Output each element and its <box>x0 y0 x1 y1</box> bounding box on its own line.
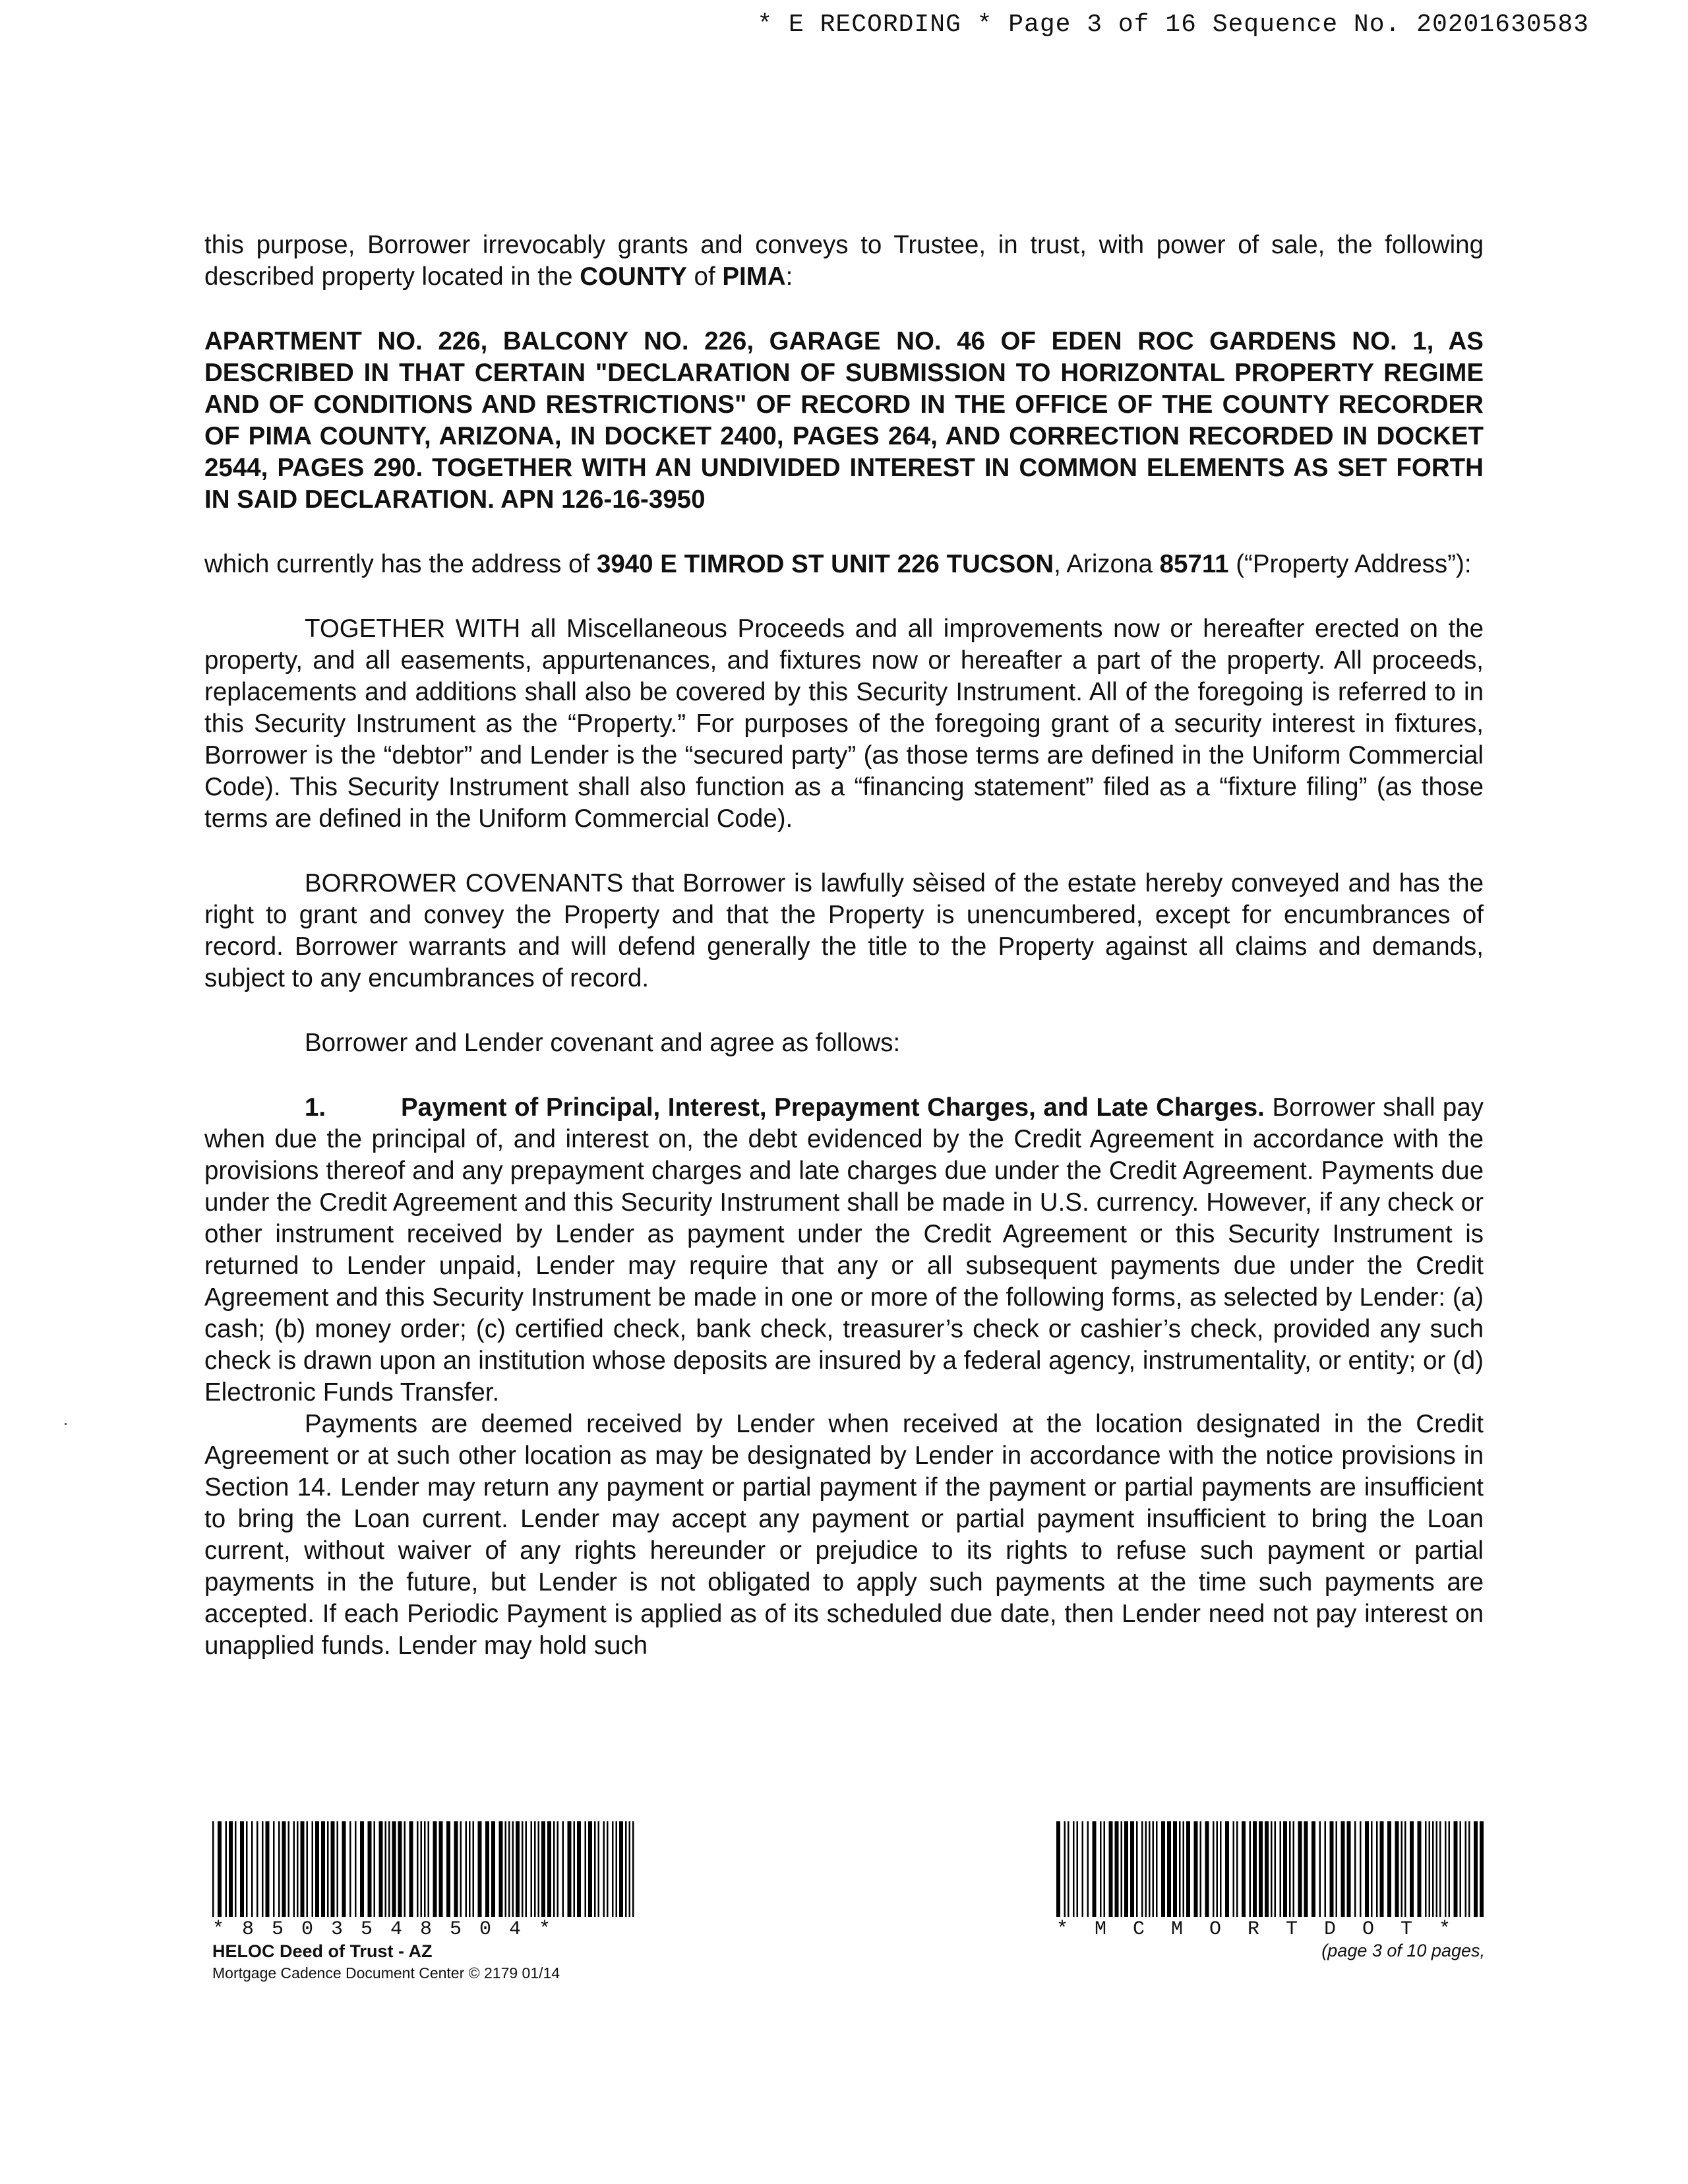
section-heading: Payment of Principal, Interest, Prepayment Charges, and Late Charges. <box>401 1093 1265 1122</box>
address-paragraph <box>204 549 1484 580</box>
barcode-bar <box>629 1821 631 1917</box>
barcode-bar <box>337 1821 339 1917</box>
barcode-bar <box>632 1821 634 1917</box>
barcode-bar <box>229 1821 233 1917</box>
barcode-bar <box>485 1821 489 1917</box>
barcode-bar <box>1395 1821 1399 1917</box>
barcode-bar <box>1242 1821 1246 1917</box>
barcode-bar <box>288 1821 290 1917</box>
barcode-bar <box>1082 1821 1084 1917</box>
barcode-bar <box>282 1821 286 1917</box>
section-body: Borrower shall pay when due the principal of, and interest on, the debt evidenced by the Credit Agreement in accordance with the provisions thereof and any prepayment charges and late charges due under the Credit Agreement. Payments due under the Credit Agreement and this Security Instrument shall be made in U.S. currency. However, if any check or other instrument received by Lender as payment under the Credit Agreement or this Security Instrument is returned to Lender unpaid, Lender may require that any or all subsequent payments due under the Credit Agreement and this Security Instrument be made in one or more of the following forms, as selected by Lender: (a) cash; (b) money order; (c) certified check, bank check, treasurer’s check or cashier’s check, provided any such check is drawn upon an institution whose deposits are insured by a federal agency, instrumentality, or entity; or (d) Electronic Funds Transfer. <box>204 1093 1484 1407</box>
barcode-bar <box>293 1821 295 1917</box>
barcode-bar <box>1225 1821 1229 1917</box>
intro-paragraph <box>204 229 1484 293</box>
barcode-bar <box>1376 1821 1378 1917</box>
barcode-bar <box>1347 1821 1351 1917</box>
barcode-bar <box>1109 1821 1113 1917</box>
barcode-bar <box>541 1821 545 1917</box>
barcode-bar <box>1365 1821 1369 1917</box>
barcode-bar <box>398 1821 402 1917</box>
barcode-bar <box>1156 1821 1158 1917</box>
barcode-bar <box>491 1821 495 1917</box>
barcode-bar <box>235 1821 237 1917</box>
barcode-bar <box>273 1821 275 1917</box>
address-intro: which currently has the address of <box>204 550 597 578</box>
barcode-bar <box>388 1821 390 1917</box>
barcode-bar <box>1173 1821 1177 1917</box>
barcode-bar <box>454 1821 458 1917</box>
barcode-bar <box>1330 1821 1334 1917</box>
barcode-bar <box>1064 1821 1066 1917</box>
barcode-bar <box>278 1821 280 1917</box>
barcode-bar <box>1480 1821 1484 1917</box>
barcode-bar <box>1161 1821 1165 1917</box>
barcode-bar <box>1217 1821 1219 1917</box>
barcode-bar <box>218 1821 222 1917</box>
barcode-bar <box>240 1821 244 1917</box>
footer-right <box>1056 1821 1485 1960</box>
barcode-bar <box>1429 1821 1431 1917</box>
barcode-bar <box>612 1821 614 1917</box>
barcode-bar <box>562 1821 564 1917</box>
barcode-bar <box>1354 1821 1356 1917</box>
barcode-bar <box>1220 1821 1222 1917</box>
barcode-bar <box>331 1821 335 1917</box>
barcode-bar <box>246 1821 248 1917</box>
barcode-bar <box>1336 1821 1338 1917</box>
barcode-bar <box>1145 1821 1147 1917</box>
barcode-bar <box>374 1821 376 1917</box>
barcode-bar <box>368 1821 372 1917</box>
county-name: PIMA <box>722 262 786 291</box>
barcode-bar <box>1271 1821 1273 1917</box>
intro-of: of <box>686 262 723 291</box>
barcode-bar <box>1179 1821 1181 1917</box>
barcode-bar <box>1136 1821 1138 1917</box>
barcode-bar <box>1130 1821 1134 1917</box>
property-street: 3940 E TIMROD ST UNIT 226 TUCSON <box>596 550 1054 578</box>
barcode-bar <box>531 1821 533 1917</box>
barcode-bar <box>1304 1821 1308 1917</box>
barcode-bar <box>1449 1821 1451 1917</box>
barcode-bar <box>266 1821 270 1917</box>
barcode-bar <box>1121 1821 1123 1917</box>
barcode-bar <box>1115 1821 1119 1917</box>
barcode-bar <box>1093 1821 1097 1917</box>
barcode-bar <box>538 1821 540 1917</box>
barcode-bar <box>512 1821 514 1917</box>
barcode-bar <box>577 1821 581 1917</box>
barcode-bar <box>1311 1821 1315 1917</box>
barcode-bar <box>433 1821 437 1917</box>
barcode-bar <box>226 1821 227 1917</box>
barcode-bar <box>598 1821 600 1917</box>
barcode-bar <box>1183 1821 1185 1917</box>
barcode-bar <box>1298 1821 1302 1917</box>
barcode-bar <box>251 1821 253 1917</box>
barcode-bar <box>594 1821 596 1917</box>
barcode-bar <box>1439 1821 1441 1917</box>
barcode-bar <box>1100 1821 1102 1917</box>
together-with-paragraph: TOGETHER WITH all Miscellaneous Proceeds and all improvements now or hereafter erected on the property, and all easements, appurtenances, and fixtures now or hereafter a part of the property. All proceeds, replacements and additions shall also be covered by this Security Instrument. All of the foregoing is referred to in this Security Instrument as the “Property.” For purposes of the foregoing grant of a security interest in fixtures, Borrower is the “debtor” and Lender is the “secured party” (as those terms are defined in the Uniform Commercial Code). This Security Instrument shall also function as a “financing statement” filed as a “fixture filing” (as those terms are defined in the Uniform Commercial Code). <box>204 615 1484 833</box>
barcode-bar <box>385 1821 387 1917</box>
section-number: 1. <box>305 1093 326 1122</box>
barcode-bar <box>1104 1821 1106 1917</box>
barcode-bar <box>301 1821 305 1917</box>
barcode-bar <box>616 1821 618 1917</box>
barcode-bar <box>256 1821 258 1917</box>
barcode-bar <box>1077 1821 1079 1917</box>
barcode-bar <box>446 1821 450 1917</box>
barcode-bar <box>342 1821 346 1917</box>
barcode-bar <box>1068 1821 1070 1917</box>
barcode-bar <box>508 1821 510 1917</box>
legal-description: APARTMENT NO. 226, BALCONY NO. 226, GARAGE NO. 46 OF EDEN ROC GARDENS NO. 1, AS DESCRIBED IN THAT CERTAIN "DECLARATION OF SUBMISSION TO HORIZONTAL PROPERTY REGIME AND OF CONDITIONS AND RESTRICTIONS" OF RECORD IN THE OFFICE OF THE COUNTY RECORDER OF PIMA COUNTY, ARIZONA, IN DOCKET 2400, PAGES 264, AND CORRECTION RECORDED IN DOCKET 2544, PAGES 290. TOGETHER WITH AN UNDIVIDED INTEREST IN COMMON ELEMENTS AS SET FORTH IN SAID DECLARATION. APN 126-16-3950 <box>204 327 1484 514</box>
barcode-bar <box>379 1821 383 1917</box>
barcode-bar <box>553 1821 555 1917</box>
intro-colon: : <box>785 262 793 291</box>
barcode-bar <box>478 1821 482 1917</box>
barcode-bar <box>574 1821 576 1917</box>
barcode-bar <box>1236 1821 1238 1917</box>
barcode-right-text: *MCMORTDOT* <box>1056 1918 1478 1941</box>
barcode-bar <box>1410 1821 1414 1917</box>
barcode-bar <box>1468 1821 1470 1917</box>
barcode-bar <box>607 1821 609 1917</box>
borrower-covenants-paragraph: BORROWER COVENANTS that Borrower is lawfully sèised of the estate hereby conveyed and has the right to grant and convey the Property and that the Property is unencumbered, except for encumbrances of record. Borrower warrants and will defend generally the title to the Property against all claims and demands, subject to any encumbrances of record. <box>204 869 1484 992</box>
barcode-bar <box>1073 1821 1075 1917</box>
barcode-bar <box>469 1821 471 1917</box>
scan-speck <box>65 1423 67 1425</box>
barcode-bar <box>1404 1821 1406 1917</box>
barcode-bar <box>212 1821 214 1917</box>
barcode-bar <box>439 1821 443 1917</box>
barcode-bar <box>1124 1821 1128 1917</box>
form-source: Mortgage Cadence Document Center © 2179 01/14 <box>212 1964 560 1982</box>
barcode-bar <box>1167 1821 1171 1917</box>
payments-received-paragraph: Payments are deemed received by Lender when received at the location designated in the Credit Agreement or at such other location as may be designated by Lender in accordance with the notice provisions in Section 14. Lender may return any payment or partial payment if the payment or partial payments are insufficient to bring the Loan current. Lender may accept any payment or partial payment insufficient to bring the Loan current, without waiver of any rights hereunder or prejudice to its rights to refuse such payment or partial payments in the future, but Lender is not obligated to apply such payments at the time such payments are accepted. If each Periodic Payment is applied as of its scheduled due date, then Lender need not pay interest on unapplied funds. Lender may hold such <box>204 1410 1484 1660</box>
barcode-bar <box>327 1821 329 1917</box>
barcode-bar <box>1425 1821 1427 1917</box>
barcode-bar <box>297 1821 299 1917</box>
barcode-bar <box>1454 1821 1458 1917</box>
barcode-bar <box>1233 1821 1235 1917</box>
barcode-left-text: *8503548504* <box>212 1918 569 1941</box>
barcode-bar <box>1250 1821 1251 1917</box>
barcode-bar <box>360 1821 364 1917</box>
barcode-bar <box>1474 1821 1478 1917</box>
barcode-bar <box>1141 1821 1143 1917</box>
barcode-right-icon <box>1056 1821 1485 1917</box>
barcode-bar <box>522 1821 524 1917</box>
barcode-bar <box>1432 1821 1434 1917</box>
barcode-bar <box>1387 1821 1391 1917</box>
barcode-bar <box>1360 1821 1362 1917</box>
form-title: HELOC Deed of Trust - AZ <box>212 1941 433 1961</box>
barcode-left-icon <box>212 1821 634 1917</box>
intro-text: this purpose, Borrower irrevocably grants and conveys to Trustee, in trust, with power of sale, the following described property located in the <box>204 231 1484 291</box>
address-label: (“Property Address”): <box>1228 550 1472 578</box>
barcode-bar <box>307 1821 309 1917</box>
barcode-bar <box>1275 1821 1277 1917</box>
barcode-bar <box>568 1821 572 1917</box>
barcode-bar <box>1194 1821 1198 1917</box>
barcode-bar <box>1319 1821 1321 1917</box>
barcode-bar <box>1293 1821 1295 1917</box>
county-label: COUNTY <box>580 262 687 291</box>
barcode-bar <box>534 1821 536 1917</box>
barcode-bar <box>428 1821 430 1917</box>
barcode-bar <box>321 1821 325 1917</box>
barcode-bar <box>1325 1821 1327 1917</box>
barcode-bar <box>603 1821 605 1917</box>
barcode-bar <box>1289 1821 1291 1917</box>
barcode-bar <box>585 1821 587 1917</box>
barcode-bar <box>355 1821 357 1917</box>
page-note: (page 3 of 10 pages, <box>1321 1941 1485 1960</box>
barcode-bar <box>1149 1821 1151 1917</box>
barcode-bar <box>625 1821 627 1917</box>
barcode-bar <box>1213 1821 1215 1917</box>
barcode-bar <box>1401 1821 1403 1917</box>
barcode-bar <box>473 1821 475 1917</box>
barcode-bar <box>1460 1821 1462 1917</box>
barcode-bar <box>1200 1821 1202 1917</box>
barcode-bar <box>424 1821 426 1917</box>
barcode-bar <box>1056 1821 1060 1917</box>
property-zip: 85711 <box>1159 550 1229 578</box>
barcode-bar <box>392 1821 396 1917</box>
document-body <box>204 229 1484 1662</box>
barcode-bar <box>526 1821 528 1917</box>
barcode-bar <box>547 1821 551 1917</box>
section-1-paragraph <box>204 1092 1484 1409</box>
barcode-bar <box>262 1821 264 1917</box>
barcode-bar <box>1087 1821 1089 1917</box>
barcode-bar <box>1418 1821 1422 1917</box>
barcode-bar <box>1186 1821 1190 1917</box>
barcode-bar <box>349 1821 351 1917</box>
barcode-bar <box>619 1821 623 1917</box>
barcode-bar <box>1465 1821 1467 1917</box>
barcode-bar <box>421 1821 423 1917</box>
barcode-bar <box>557 1821 559 1917</box>
address-state: , Arizona <box>1054 550 1160 578</box>
barcode-bar <box>505 1821 507 1917</box>
barcode-bar <box>1205 1821 1209 1917</box>
recording-stamp: * E RECORDING * Page 3 of 16 Sequence No. 20201630583 <box>757 11 1589 39</box>
barcode-bar <box>1371 1821 1373 1917</box>
barcode-bar <box>315 1821 319 1917</box>
barcode-bar <box>417 1821 419 1917</box>
covenant-agree-paragraph: Borrower and Lender covenant and agree as follows: <box>305 1029 901 1057</box>
barcode-bar <box>404 1821 406 1917</box>
barcode-bar <box>460 1821 462 1917</box>
barcode-bar <box>1265 1821 1269 1917</box>
barcode-bar <box>588 1821 592 1917</box>
barcode-bar <box>1380 1821 1384 1917</box>
barcode-bar <box>1341 1821 1345 1917</box>
barcode-bar <box>1153 1821 1155 1917</box>
barcode-bar <box>466 1821 467 1917</box>
barcode-bar <box>1253 1821 1257 1917</box>
barcode-bar <box>499 1821 503 1917</box>
barcode-bar <box>1283 1821 1287 1917</box>
barcode-bar <box>1280 1821 1282 1917</box>
barcode-bar <box>312 1821 314 1917</box>
barcode-bar <box>516 1821 520 1917</box>
barcode-bar <box>1259 1821 1263 1917</box>
footer-left <box>212 1821 634 1984</box>
barcode-bar <box>409 1821 413 1917</box>
barcode-bar <box>1445 1821 1447 1917</box>
barcode-bar <box>1436 1821 1438 1917</box>
